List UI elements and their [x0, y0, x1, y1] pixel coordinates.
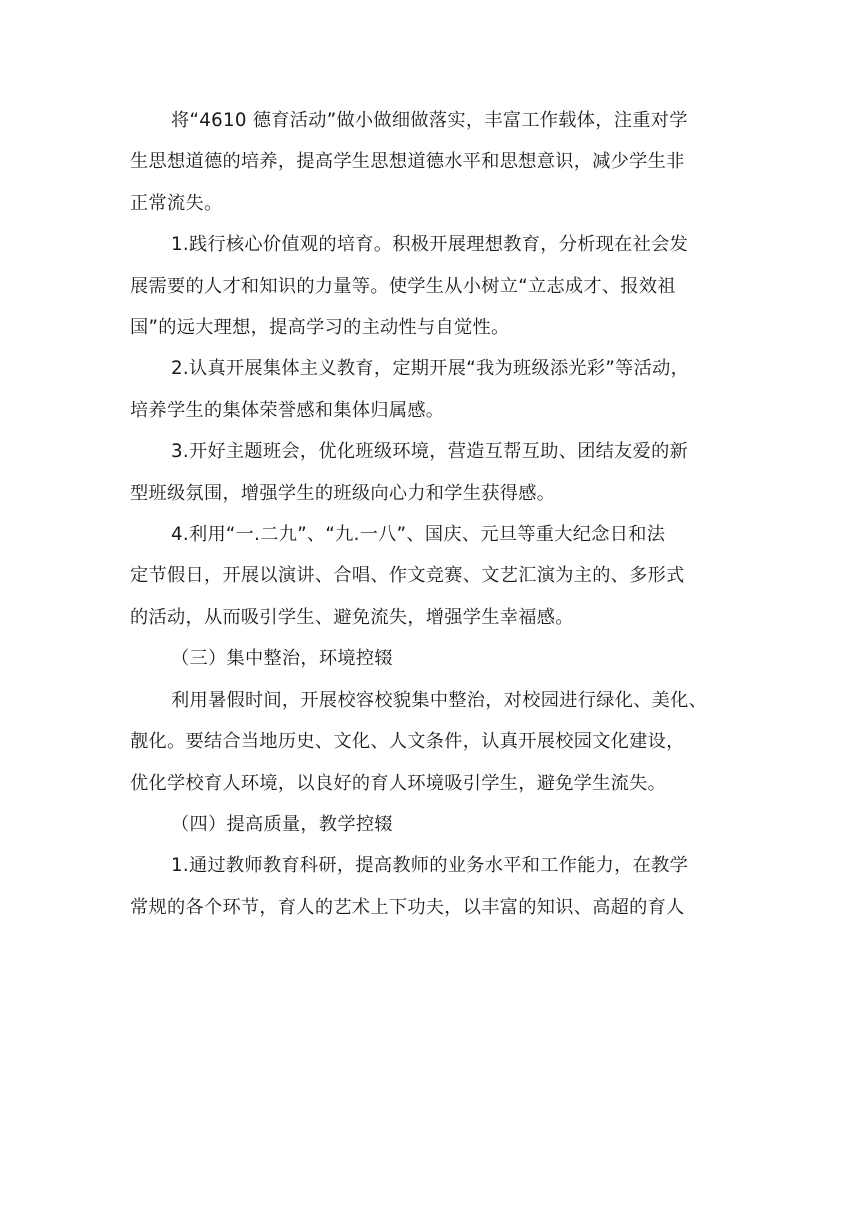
text-line: 生思想道德的培养，提高学生思想道德水平和思想意识，减少学生非: [130, 151, 685, 173]
paragraph-environment: [130, 680, 734, 804]
paragraph-intro: [130, 100, 734, 224]
text-line: 正常流失。: [130, 192, 223, 214]
text-line: 靓化。要结合当地历史、文化、人文条件，认真开展校园文化建设，: [130, 731, 685, 753]
text-line: （四）提高质量，教学控辍: [171, 813, 393, 835]
text-line: 培养学生的集体荣誉感和集体归属感。: [130, 399, 445, 421]
paragraph-item-1: [130, 224, 734, 348]
text-line: 优化学校育人环境，以良好的育人环境吸引学生，避免学生流失。: [130, 772, 667, 794]
section-heading-3: [130, 638, 734, 679]
text-line: 1.通过教师教育科研，提高教师的业务水平和工作能力，在教学: [171, 855, 689, 877]
text-line: 1.践行核心价值观的培育。积极开展理想教育，分析现在社会发: [171, 234, 689, 256]
document-body: [130, 100, 734, 928]
paragraph-item-4: [130, 514, 734, 638]
text-line: 利用暑假时间，开展校容校貌集中整治，对校园进行绿化、美化、: [171, 689, 708, 711]
section-heading-4: [130, 804, 734, 845]
text-line: 展需要的人才和知识的力量等。使学生从小树立“立志成才、报效祖: [130, 275, 676, 297]
text-line: 将“4610 德育活动”做小做细做落实，丰富工作载体，注重对学: [171, 110, 688, 131]
text-line: （三）集中整治，环境控辍: [171, 648, 393, 670]
text-line: 2.认真开展集体主义教育，定期开展“我为班级添光彩”等活动，: [171, 358, 690, 380]
text-line: 国”的远大理想，提高学习的主动性与自觉性。: [130, 317, 510, 339]
paragraph-item-2: [130, 348, 734, 431]
text-line: 4.利用“一.二九”、“九.一八”、国庆、元旦等重大纪念日和法: [171, 524, 666, 546]
text-line: 3.开好主题班会，优化班级环境，营造互帮互助、团结友爱的新: [171, 441, 689, 463]
text-line: 定节假日，开展以演讲、合唱、作文竞赛、文艺汇演为主的、多形式: [130, 565, 685, 587]
paragraph-item-3: [130, 431, 734, 514]
text-line: 型班级氛围，增强学生的班级向心力和学生获得感。: [130, 482, 556, 504]
text-line: 常规的各个环节，育人的艺术上下功夫，以丰富的知识、高超的育人: [130, 896, 685, 918]
text-line: 的活动，从而吸引学生、避免流失，增强学生幸福感。: [130, 606, 574, 628]
paragraph-teaching-1: [130, 845, 734, 928]
